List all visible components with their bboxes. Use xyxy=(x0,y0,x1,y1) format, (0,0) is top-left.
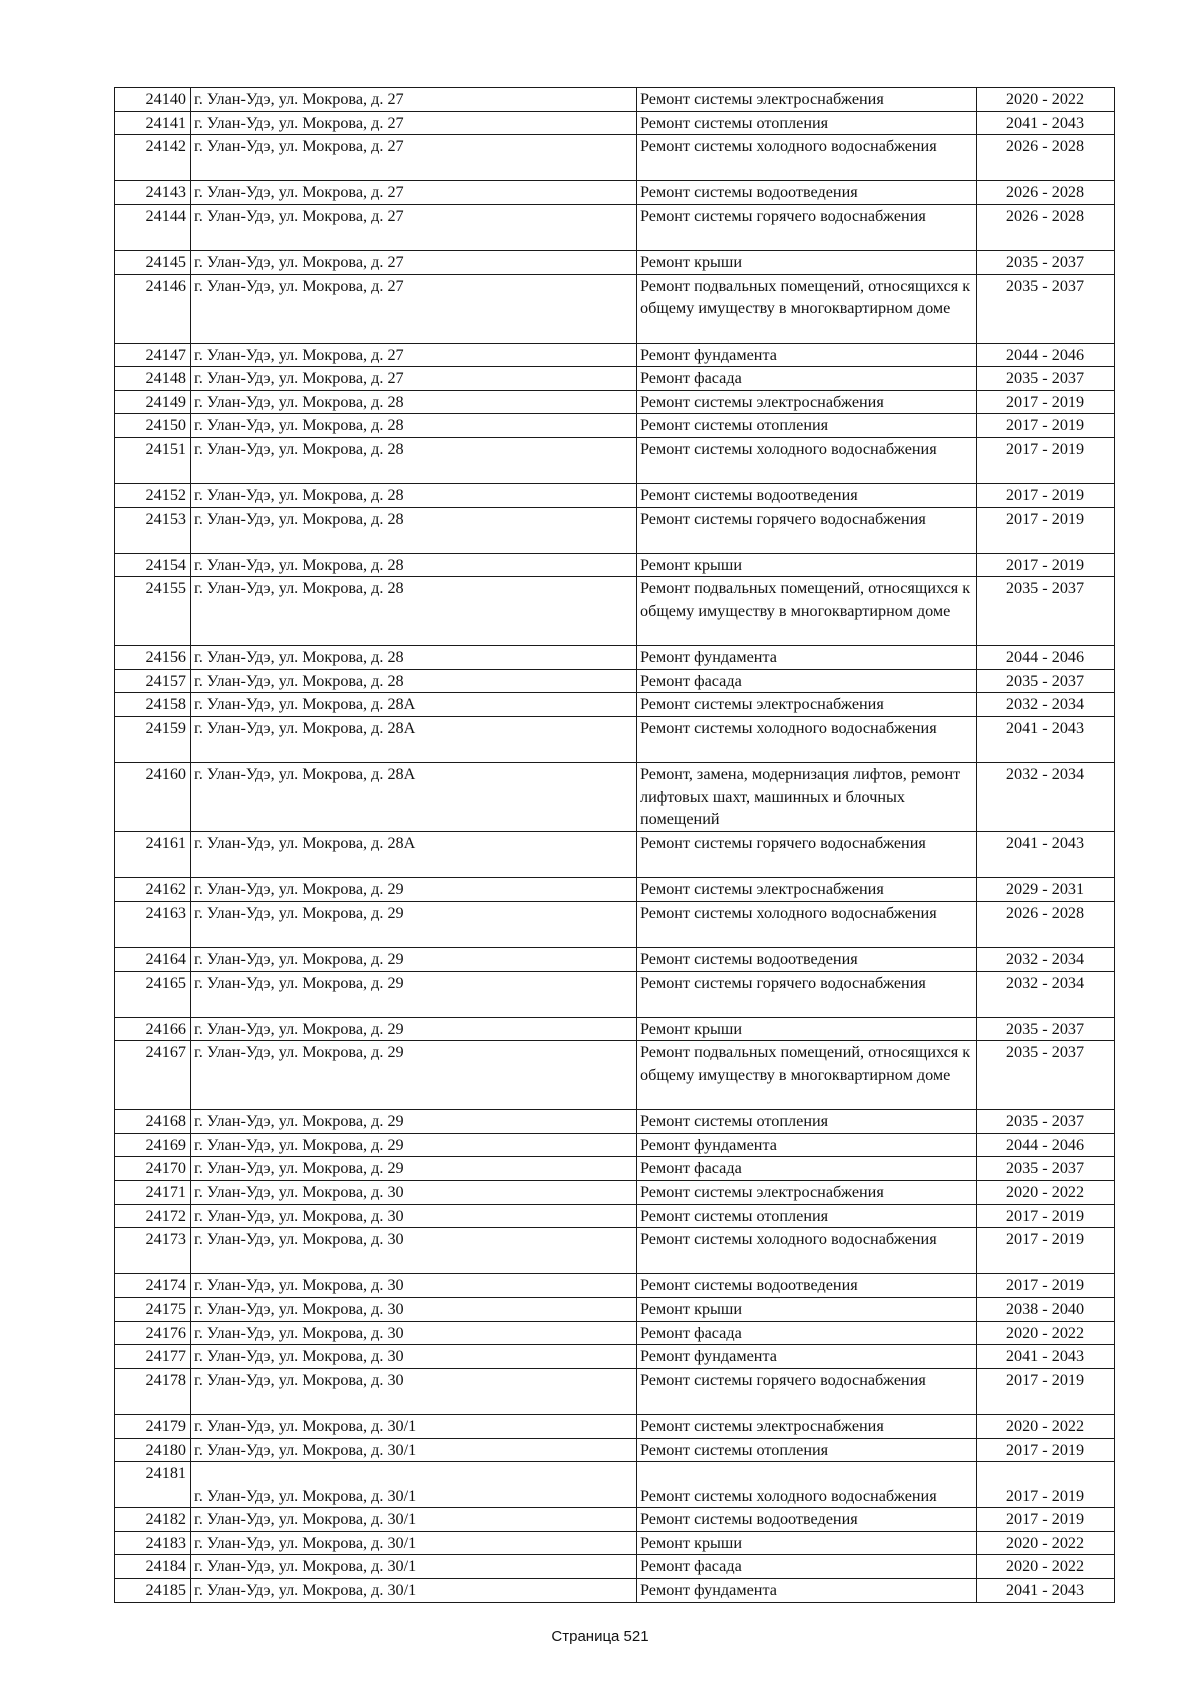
work-type-cell: Ремонт системы электроснабжения xyxy=(637,1180,977,1204)
address-cell: г. Улан-Удэ, ул. Мокрова, д. 28 xyxy=(191,414,637,438)
address-cell: г. Улан-Удэ, ул. Мокрова, д. 30/1 xyxy=(191,1579,637,1603)
row-number-cell: 24145 xyxy=(115,251,191,275)
address-cell: г. Улан-Удэ, ул. Мокрова, д. 29 xyxy=(191,948,637,972)
period-cell: 2017 - 2019 xyxy=(977,1508,1115,1532)
table-row xyxy=(115,948,1115,972)
address-cell: г. Улан-Удэ, ул. Мокрова, д. 29 xyxy=(191,1017,637,1041)
table-row xyxy=(115,1345,1115,1369)
table-row xyxy=(115,832,1115,878)
table-row xyxy=(115,181,1115,205)
address-cell: г. Улан-Удэ, ул. Мокрова, д. 29 xyxy=(191,971,637,1017)
address-cell: г. Улан-Удэ, ул. Мокрова, д. 28А xyxy=(191,763,637,832)
row-number-cell: 24171 xyxy=(115,1180,191,1204)
row-number-cell: 24167 xyxy=(115,1041,191,1110)
period-cell: 2044 - 2046 xyxy=(977,343,1115,367)
address-cell: г. Улан-Удэ, ул. Мокрова, д. 28А xyxy=(191,832,637,878)
address-cell: г. Улан-Удэ, ул. Мокрова, д. 28 xyxy=(191,437,637,483)
work-type-cell: Ремонт системы горячего водоснабжения xyxy=(637,832,977,878)
row-number-cell: 24142 xyxy=(115,135,191,181)
row-number-cell: 24149 xyxy=(115,390,191,414)
work-type-cell: Ремонт подвальных помещений, относящихся к общему имуществу в многоквартирном доме xyxy=(637,274,977,343)
period-cell: 2026 - 2028 xyxy=(977,204,1115,250)
table-row xyxy=(115,390,1115,414)
table-row xyxy=(115,1321,1115,1345)
work-type-cell: Ремонт фасада xyxy=(637,1157,977,1181)
period-cell: 2035 - 2037 xyxy=(977,577,1115,646)
row-number-cell: 24164 xyxy=(115,948,191,972)
row-number-cell: 24170 xyxy=(115,1157,191,1181)
row-number-cell: 24165 xyxy=(115,971,191,1017)
address-cell: г. Улан-Удэ, ул. Мокрова, д. 27 xyxy=(191,251,637,275)
table-row xyxy=(115,577,1115,646)
table-row xyxy=(115,971,1115,1017)
address-cell: г. Улан-Удэ, ул. Мокрова, д. 28 xyxy=(191,553,637,577)
work-type-cell: Ремонт фундамента xyxy=(637,343,977,367)
address-cell: г. Улан-Удэ, ул. Мокрова, д. 28 xyxy=(191,507,637,553)
table-row xyxy=(115,1555,1115,1579)
address-cell: г. Улан-Удэ, ул. Мокрова, д. 27 xyxy=(191,111,637,135)
work-type-cell: Ремонт системы электроснабжения xyxy=(637,390,977,414)
row-number-cell: 24176 xyxy=(115,1321,191,1345)
address-cell: г. Улан-Удэ, ул. Мокрова, д. 30 xyxy=(191,1321,637,1345)
table-row xyxy=(115,437,1115,483)
table-row xyxy=(115,1508,1115,1532)
work-type-cell: Ремонт фасада xyxy=(637,367,977,391)
row-number-cell: 24153 xyxy=(115,507,191,553)
period-cell: 2017 - 2019 xyxy=(977,437,1115,483)
row-number-cell: 24168 xyxy=(115,1110,191,1134)
address-cell: г. Улан-Удэ, ул. Мокрова, д. 27 xyxy=(191,343,637,367)
work-type-cell: Ремонт системы горячего водоснабжения xyxy=(637,971,977,1017)
work-type-cell: Ремонт системы горячего водоснабжения xyxy=(637,507,977,553)
period-cell: 2035 - 2037 xyxy=(977,1157,1115,1181)
address-cell: г. Улан-Удэ, ул. Мокрова, д. 30 xyxy=(191,1274,637,1298)
table-row xyxy=(115,1579,1115,1603)
row-number-cell: 24152 xyxy=(115,484,191,508)
work-type-cell: Ремонт подвальных помещений, относящихся к общему имуществу в многоквартирном доме xyxy=(637,1041,977,1110)
address-cell: г. Улан-Удэ, ул. Мокрова, д. 27 xyxy=(191,367,637,391)
period-cell: 2035 - 2037 xyxy=(977,251,1115,275)
address-cell: г. Улан-Удэ, ул. Мокрова, д. 30/1 xyxy=(191,1438,637,1462)
address-cell: г. Улан-Удэ, ул. Мокрова, д. 29 xyxy=(191,901,637,947)
row-number-cell: 24141 xyxy=(115,111,191,135)
work-type-cell: Ремонт системы горячего водоснабжения xyxy=(637,1368,977,1414)
table-row xyxy=(115,1157,1115,1181)
address-cell: г. Улан-Удэ, ул. Мокрова, д. 30/1 xyxy=(191,1508,637,1532)
period-cell: 2038 - 2040 xyxy=(977,1297,1115,1321)
work-type-cell: Ремонт системы холодного водоснабжения xyxy=(637,717,977,763)
row-number-cell: 24144 xyxy=(115,204,191,250)
table-row xyxy=(115,343,1115,367)
table-row xyxy=(115,878,1115,902)
period-cell: 2020 - 2022 xyxy=(977,1531,1115,1555)
table-row xyxy=(115,901,1115,947)
row-number-cell: 24150 xyxy=(115,414,191,438)
row-number-cell: 24154 xyxy=(115,553,191,577)
period-cell: 2035 - 2037 xyxy=(977,274,1115,343)
row-number-cell: 24151 xyxy=(115,437,191,483)
row-number-cell: 24140 xyxy=(115,88,191,112)
address-cell: г. Улан-Удэ, ул. Мокрова, д. 30/1 xyxy=(191,1555,637,1579)
row-number-cell: 24185 xyxy=(115,1579,191,1603)
row-number-cell: 24177 xyxy=(115,1345,191,1369)
table-row xyxy=(115,693,1115,717)
period-cell: 2017 - 2019 xyxy=(977,507,1115,553)
row-number-cell: 24184 xyxy=(115,1555,191,1579)
period-cell: 2017 - 2019 xyxy=(977,1368,1115,1414)
period-cell: 2032 - 2034 xyxy=(977,971,1115,1017)
address-cell: г. Улан-Удэ, ул. Мокрова, д. 30 xyxy=(191,1228,637,1274)
address-cell: г. Улан-Удэ, ул. Мокрова, д. 30/1 xyxy=(191,1414,637,1438)
address-cell: г. Улан-Удэ, ул. Мокрова, д. 28 xyxy=(191,577,637,646)
row-number-cell: 24174 xyxy=(115,1274,191,1298)
table-row xyxy=(115,1180,1115,1204)
row-number-cell: 24156 xyxy=(115,646,191,670)
period-cell: 2017 - 2019 xyxy=(977,1438,1115,1462)
address-cell: г. Улан-Удэ, ул. Мокрова, д. 27 xyxy=(191,181,637,205)
period-cell: 2026 - 2028 xyxy=(977,181,1115,205)
work-type-cell: Ремонт системы электроснабжения xyxy=(637,878,977,902)
period-cell: 2020 - 2022 xyxy=(977,88,1115,112)
table-row xyxy=(115,1531,1115,1555)
work-type-cell: Ремонт фундамента xyxy=(637,1133,977,1157)
period-cell: 2035 - 2037 xyxy=(977,1041,1115,1110)
period-cell: 2041 - 2043 xyxy=(977,1345,1115,1369)
work-type-cell: Ремонт крыши xyxy=(637,1297,977,1321)
row-number-cell: 24173 xyxy=(115,1228,191,1274)
period-cell: 2026 - 2028 xyxy=(977,901,1115,947)
work-type-cell: Ремонт системы горячего водоснабжения xyxy=(637,204,977,250)
row-number-cell: 24158 xyxy=(115,693,191,717)
work-type-cell: Ремонт, замена, модернизация лифтов, ремонт лифтовых шахт, машинных и блочных помещений xyxy=(637,763,977,832)
table-row xyxy=(115,135,1115,181)
table-body xyxy=(115,88,1115,1603)
address-cell: г. Улан-Удэ, ул. Мокрова, д. 27 xyxy=(191,274,637,343)
address-cell: г. Улан-Удэ, ул. Мокрова, д. 29 xyxy=(191,1133,637,1157)
row-number-cell: 24146 xyxy=(115,274,191,343)
table-row xyxy=(115,1414,1115,1438)
period-cell: 2044 - 2046 xyxy=(977,1133,1115,1157)
period-cell: 2041 - 2043 xyxy=(977,832,1115,878)
address-cell: г. Улан-Удэ, ул. Мокрова, д. 30 xyxy=(191,1297,637,1321)
row-number-cell: 24162 xyxy=(115,878,191,902)
work-type-cell: Ремонт фундамента xyxy=(637,1345,977,1369)
period-cell: 2017 - 2019 xyxy=(977,414,1115,438)
period-cell: 2026 - 2028 xyxy=(977,135,1115,181)
row-number-cell: 24147 xyxy=(115,343,191,367)
table-row xyxy=(115,204,1115,250)
address-cell: г. Улан-Удэ, ул. Мокрова, д. 29 xyxy=(191,1041,637,1110)
table-row xyxy=(115,1438,1115,1462)
work-type-cell: Ремонт фасада xyxy=(637,1321,977,1345)
table-row xyxy=(115,717,1115,763)
table-row xyxy=(115,88,1115,112)
row-number-cell: 24175 xyxy=(115,1297,191,1321)
address-cell: г. Улан-Удэ, ул. Мокрова, д. 28 xyxy=(191,646,637,670)
row-number-cell: 24155 xyxy=(115,577,191,646)
work-type-cell: Ремонт системы электроснабжения xyxy=(637,1414,977,1438)
period-cell: 2020 - 2022 xyxy=(977,1555,1115,1579)
work-type-cell: Ремонт системы холодного водоснабжения xyxy=(637,1462,977,1508)
period-cell: 2017 - 2019 xyxy=(977,484,1115,508)
period-cell: 2032 - 2034 xyxy=(977,948,1115,972)
table-row xyxy=(115,251,1115,275)
address-cell: г. Улан-Удэ, ул. Мокрова, д. 30 xyxy=(191,1345,637,1369)
row-number-cell: 24157 xyxy=(115,669,191,693)
work-type-cell: Ремонт системы холодного водоснабжения xyxy=(637,901,977,947)
period-cell: 2017 - 2019 xyxy=(977,1204,1115,1228)
period-cell: 2017 - 2019 xyxy=(977,1274,1115,1298)
work-type-cell: Ремонт системы электроснабжения xyxy=(637,88,977,112)
work-type-cell: Ремонт системы отопления xyxy=(637,111,977,135)
table-row xyxy=(115,1017,1115,1041)
address-cell: г. Улан-Удэ, ул. Мокрова, д. 27 xyxy=(191,88,637,112)
period-cell: 2020 - 2022 xyxy=(977,1180,1115,1204)
row-number-cell: 24143 xyxy=(115,181,191,205)
period-cell: 2032 - 2034 xyxy=(977,763,1115,832)
period-cell: 2041 - 2043 xyxy=(977,717,1115,763)
table-row xyxy=(115,553,1115,577)
period-cell: 2020 - 2022 xyxy=(977,1321,1115,1345)
address-cell: г. Улан-Удэ, ул. Мокрова, д. 27 xyxy=(191,135,637,181)
address-cell: г. Улан-Удэ, ул. Мокрова, д. 29 xyxy=(191,1110,637,1134)
period-cell: 2020 - 2022 xyxy=(977,1414,1115,1438)
address-cell: г. Улан-Удэ, ул. Мокрова, д. 28 xyxy=(191,484,637,508)
row-number-cell: 24178 xyxy=(115,1368,191,1414)
table-row xyxy=(115,507,1115,553)
period-cell: 2029 - 2031 xyxy=(977,878,1115,902)
address-cell: г. Улан-Удэ, ул. Мокрова, д. 28 xyxy=(191,390,637,414)
row-number-cell: 24160 xyxy=(115,763,191,832)
table-row xyxy=(115,111,1115,135)
period-cell: 2035 - 2037 xyxy=(977,367,1115,391)
address-cell: г. Улан-Удэ, ул. Мокрова, д. 27 xyxy=(191,204,637,250)
work-type-cell: Ремонт системы отопления xyxy=(637,1110,977,1134)
work-type-cell: Ремонт системы отопления xyxy=(637,1438,977,1462)
work-type-cell: Ремонт системы холодного водоснабжения xyxy=(637,437,977,483)
table-row xyxy=(115,1462,1115,1508)
row-number-cell: 24169 xyxy=(115,1133,191,1157)
period-cell: 2032 - 2034 xyxy=(977,693,1115,717)
period-cell: 2017 - 2019 xyxy=(977,1462,1115,1508)
row-number-cell: 24181 xyxy=(115,1462,191,1508)
row-number-cell: 24179 xyxy=(115,1414,191,1438)
row-number-cell: 24180 xyxy=(115,1438,191,1462)
period-cell: 2041 - 2043 xyxy=(977,111,1115,135)
work-type-cell: Ремонт системы водоотведения xyxy=(637,181,977,205)
period-cell: 2044 - 2046 xyxy=(977,646,1115,670)
work-type-cell: Ремонт крыши xyxy=(637,1017,977,1041)
row-number-cell: 24182 xyxy=(115,1508,191,1532)
row-number-cell: 24163 xyxy=(115,901,191,947)
work-type-cell: Ремонт системы водоотведения xyxy=(637,1508,977,1532)
row-number-cell: 24166 xyxy=(115,1017,191,1041)
table-row xyxy=(115,414,1115,438)
address-cell: г. Улан-Удэ, ул. Мокрова, д. 29 xyxy=(191,1157,637,1181)
period-cell: 2035 - 2037 xyxy=(977,1110,1115,1134)
address-cell: г. Улан-Удэ, ул. Мокрова, д. 28А xyxy=(191,717,637,763)
work-type-cell: Ремонт системы водоотведения xyxy=(637,948,977,972)
table-row xyxy=(115,367,1115,391)
work-type-cell: Ремонт фасада xyxy=(637,669,977,693)
work-type-cell: Ремонт системы водоотведения xyxy=(637,1274,977,1298)
period-cell: 2017 - 2019 xyxy=(977,1228,1115,1274)
row-number-cell: 24159 xyxy=(115,717,191,763)
table-row xyxy=(115,1041,1115,1110)
address-cell: г. Улан-Удэ, ул. Мокрова, д. 30 xyxy=(191,1204,637,1228)
document-sheet xyxy=(114,87,1115,1603)
address-cell: г. Улан-Удэ, ул. Мокрова, д. 30 xyxy=(191,1180,637,1204)
address-cell: г. Улан-Удэ, ул. Мокрова, д. 30/1 xyxy=(191,1462,637,1508)
work-type-cell: Ремонт системы электроснабжения xyxy=(637,693,977,717)
table-row xyxy=(115,669,1115,693)
work-type-cell: Ремонт крыши xyxy=(637,553,977,577)
address-cell: г. Улан-Удэ, ул. Мокрова, д. 29 xyxy=(191,878,637,902)
address-cell: г. Улан-Удэ, ул. Мокрова, д. 30 xyxy=(191,1368,637,1414)
table-row xyxy=(115,763,1115,832)
period-cell: 2035 - 2037 xyxy=(977,669,1115,693)
work-type-cell: Ремонт фундамента xyxy=(637,1579,977,1603)
period-cell: 2017 - 2019 xyxy=(977,390,1115,414)
period-cell: 2035 - 2037 xyxy=(977,1017,1115,1041)
work-type-cell: Ремонт системы водоотведения xyxy=(637,484,977,508)
table-row xyxy=(115,1228,1115,1274)
address-cell: г. Улан-Удэ, ул. Мокрова, д. 28 xyxy=(191,669,637,693)
table-row xyxy=(115,274,1115,343)
period-cell: 2041 - 2043 xyxy=(977,1579,1115,1603)
work-type-cell: Ремонт фасада xyxy=(637,1555,977,1579)
period-cell: 2017 - 2019 xyxy=(977,553,1115,577)
table-row xyxy=(115,1368,1115,1414)
table-row xyxy=(115,1133,1115,1157)
repair-schedule-table xyxy=(114,87,1115,1603)
address-cell: г. Улан-Удэ, ул. Мокрова, д. 28А xyxy=(191,693,637,717)
row-number-cell: 24172 xyxy=(115,1204,191,1228)
table-row xyxy=(115,1297,1115,1321)
row-number-cell: 24183 xyxy=(115,1531,191,1555)
page-number: Страница 521 xyxy=(551,1628,649,1645)
work-type-cell: Ремонт фундамента xyxy=(637,646,977,670)
work-type-cell: Ремонт системы отопления xyxy=(637,414,977,438)
work-type-cell: Ремонт крыши xyxy=(637,251,977,275)
work-type-cell: Ремонт крыши xyxy=(637,1531,977,1555)
work-type-cell: Ремонт системы отопления xyxy=(637,1204,977,1228)
table-row xyxy=(115,1274,1115,1298)
table-row xyxy=(115,484,1115,508)
table-row xyxy=(115,1110,1115,1134)
work-type-cell: Ремонт подвальных помещений, относящихся к общему имуществу в многоквартирном доме xyxy=(637,577,977,646)
table-row xyxy=(115,646,1115,670)
work-type-cell: Ремонт системы холодного водоснабжения xyxy=(637,135,977,181)
address-cell: г. Улан-Удэ, ул. Мокрова, д. 30/1 xyxy=(191,1531,637,1555)
row-number-cell: 24161 xyxy=(115,832,191,878)
work-type-cell: Ремонт системы холодного водоснабжения xyxy=(637,1228,977,1274)
table-row xyxy=(115,1204,1115,1228)
page-footer xyxy=(0,1628,1200,1645)
row-number-cell: 24148 xyxy=(115,367,191,391)
